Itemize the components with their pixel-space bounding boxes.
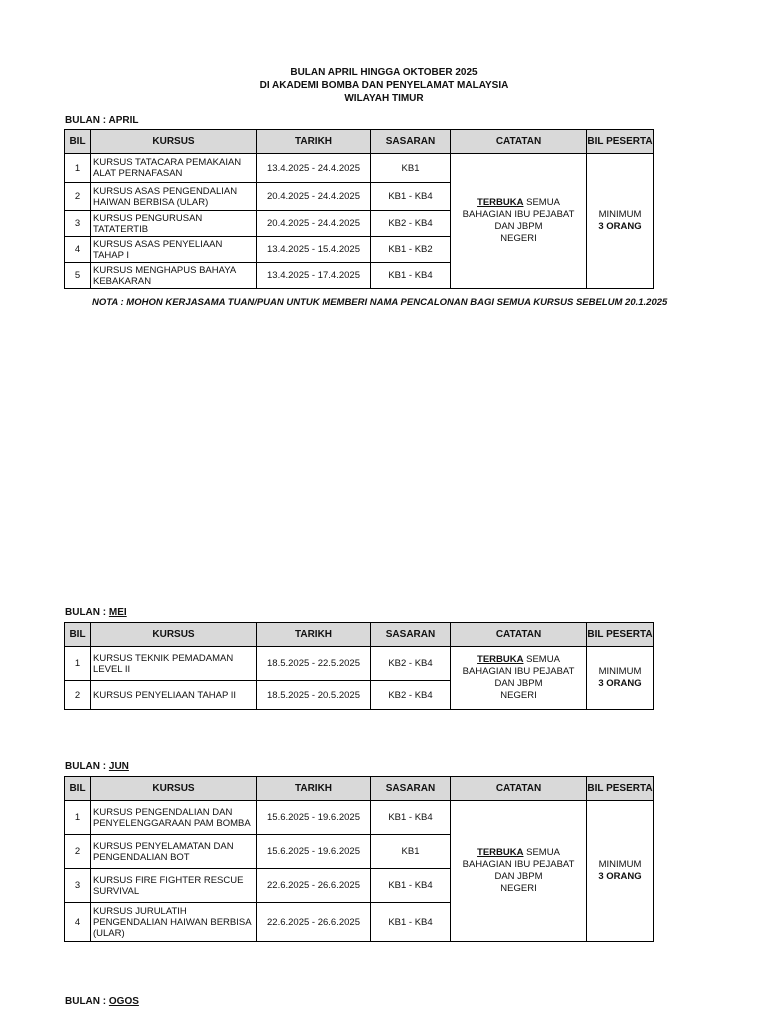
catatan-rest-text: SEMUA (523, 197, 560, 208)
catatan-line-4: NEGERI (500, 233, 537, 244)
cell-bil: 1 (65, 647, 91, 681)
column-header-bil-peserta: BIL PESERTA (587, 623, 654, 647)
catatan-line-4: NEGERI (500, 690, 537, 701)
cell-sasaran: KB2 - KB4 (371, 681, 451, 710)
peserta-line-1: MINIMUM (598, 859, 642, 870)
catatan-line-1 (453, 654, 584, 666)
catatan-line-2: BAHAGIAN IBU PEJABAT (462, 209, 575, 220)
column-header-kursus: KURSUS (91, 623, 257, 647)
peserta-line-1: MINIMUM (598, 209, 642, 220)
cell-kursus: KURSUS TEKNIK PEMADAMAN LEVEL II (91, 647, 257, 681)
cell-tarikh: 15.6.2025 - 19.6.2025 (257, 835, 371, 869)
cell-tarikh: 18.5.2025 - 22.5.2025 (257, 647, 371, 681)
cell-catatan (451, 647, 587, 710)
cell-catatan (451, 154, 587, 289)
header-line-2: DI AKADEMI BOMBA DAN PENYELAMAT MALAYSIA (259, 80, 509, 91)
cell-sasaran: KB2 - KB4 (371, 647, 451, 681)
cell-kursus: KURSUS PENYELAMATAN DAN PENGENDALIAN BOT (91, 835, 257, 869)
cell-sasaran: KB1 - KB4 (371, 869, 451, 903)
catatan-open-text: TERBUKA (477, 197, 524, 208)
column-header-bil: BIL (65, 623, 91, 647)
column-header-catatan: CATATAN (451, 130, 587, 154)
catatan-line-1 (453, 847, 584, 859)
column-header-bil-peserta: BIL PESERTA (587, 777, 654, 801)
peserta-line-1: MINIMUM (598, 666, 642, 677)
catatan-line-4: NEGERI (500, 883, 537, 894)
cell-tarikh: 20.4.2025 - 24.4.2025 (257, 211, 371, 237)
cell-tarikh: 15.6.2025 - 19.6.2025 (257, 801, 371, 835)
peserta-line-2: 3 ORANG (598, 678, 642, 689)
month-name: JUN (108, 761, 129, 772)
column-header-sasaran: SASARAN (371, 777, 451, 801)
month-prefix: BULAN : (65, 996, 109, 1007)
header-line-1: BULAN APRIL HINGGA OKTOBER 2025 (290, 67, 478, 78)
cell-kursus: KURSUS TATACARA PEMAKAIAN ALAT PERNAFASAN (91, 154, 257, 183)
cell-bil: 4 (65, 903, 91, 942)
column-header-sasaran: SASARAN (371, 623, 451, 647)
table-header-row (65, 777, 654, 801)
cell-kursus: KURSUS ASAS PENGENDALIAN HAIWAN BERBISA (ULAR) (91, 183, 257, 211)
month-name: OGOS (108, 996, 139, 1007)
cell-bil: 3 (65, 869, 91, 903)
catatan-rest-text: SEMUA (523, 847, 560, 858)
column-header-bil: BIL (65, 130, 91, 154)
month-label-april (65, 115, 139, 126)
header-line-3: WILAYAH TIMUR (344, 93, 424, 104)
table-row (65, 647, 654, 681)
column-header-sasaran: SASARAN (371, 130, 451, 154)
catatan-line-2: BAHAGIAN IBU PEJABAT (462, 859, 575, 870)
table-header-row (65, 623, 654, 647)
column-header-catatan: CATATAN (451, 623, 587, 647)
cell-bil: 5 (65, 263, 91, 289)
column-header-kursus: KURSUS (91, 130, 257, 154)
column-header-kursus: KURSUS (91, 777, 257, 801)
column-header-tarikh: TARIKH (257, 777, 371, 801)
catatan-line-3: DAN JBPM (494, 221, 543, 232)
cell-kursus: KURSUS ASAS PENYELIAAN TAHAP I (91, 237, 257, 263)
month-label-jun (65, 761, 129, 772)
document-header (0, 66, 768, 105)
catatan-line-3: DAN JBPM (494, 871, 543, 882)
table-row (65, 154, 654, 183)
cell-tarikh: 13.4.2025 - 15.4.2025 (257, 237, 371, 263)
column-header-bil-peserta: BIL PESERTA (587, 130, 654, 154)
cell-kursus: KURSUS JURULATIH PENGENDALIAN HAIWAN BERBISA (ULAR) (91, 903, 257, 942)
cell-sasaran: KB1 (371, 154, 451, 183)
cell-kursus: KURSUS PENGURUSAN TATATERTIB (91, 211, 257, 237)
cell-kursus: KURSUS PENGENDALIAN DAN PENYELENGGARAAN PAM BOMBA (91, 801, 257, 835)
cell-bil: 2 (65, 183, 91, 211)
cell-kursus: KURSUS FIRE FIGHTER RESCUE SURVIVAL (91, 869, 257, 903)
column-header-tarikh: TARIKH (257, 130, 371, 154)
cell-tarikh: 13.4.2025 - 24.4.2025 (257, 154, 371, 183)
cell-bil-peserta (587, 647, 654, 710)
peserta-line-2: 3 ORANG (598, 221, 642, 232)
cell-bil: 3 (65, 211, 91, 237)
month-label-ogos (65, 996, 139, 1007)
cell-tarikh: 18.5.2025 - 20.5.2025 (257, 681, 371, 710)
cell-tarikh: 13.4.2025 - 17.4.2025 (257, 263, 371, 289)
column-header-bil: BIL (65, 777, 91, 801)
cell-sasaran: KB1 - KB2 (371, 237, 451, 263)
cell-catatan (451, 801, 587, 942)
cell-tarikh: 20.4.2025 - 24.4.2025 (257, 183, 371, 211)
cell-sasaran: KB1 - KB4 (371, 263, 451, 289)
schedule-table-mei (64, 622, 654, 710)
column-header-catatan: CATATAN (451, 777, 587, 801)
month-name: MEI (108, 607, 127, 618)
cell-sasaran: KB1 (371, 835, 451, 869)
cell-bil: 2 (65, 681, 91, 710)
cell-bil-peserta (587, 154, 654, 289)
cell-sasaran: KB2 - KB4 (371, 211, 451, 237)
cell-sasaran: KB1 - KB4 (371, 903, 451, 942)
month-prefix: BULAN : (65, 761, 109, 772)
catatan-line-2: BAHAGIAN IBU PEJABAT (462, 666, 575, 677)
cell-bil: 1 (65, 801, 91, 835)
catatan-rest-text: SEMUA (523, 654, 560, 665)
table-header-row (65, 130, 654, 154)
schedule-table-april (64, 129, 654, 289)
cell-sasaran: KB1 - KB4 (371, 183, 451, 211)
month-label-mei (65, 607, 127, 618)
peserta-line-2: 3 ORANG (598, 871, 642, 882)
schedule-table-jun (64, 776, 654, 942)
month-prefix: BULAN : (65, 607, 109, 618)
column-header-tarikh: TARIKH (257, 623, 371, 647)
catatan-line-1 (453, 197, 584, 209)
cell-bil: 1 (65, 154, 91, 183)
cell-bil-peserta (587, 801, 654, 942)
cell-kursus: KURSUS MENGHAPUS BAHAYA KEBAKARAN (91, 263, 257, 289)
month-prefix: BULAN : (65, 115, 109, 126)
cell-bil: 4 (65, 237, 91, 263)
cell-sasaran: KB1 - KB4 (371, 801, 451, 835)
catatan-open-text: TERBUKA (477, 654, 524, 665)
cell-bil: 2 (65, 835, 91, 869)
month-name: APRIL (108, 115, 139, 126)
cell-kursus: KURSUS PENYELIAAN TAHAP II (91, 681, 257, 710)
cell-tarikh: 22.6.2025 - 26.6.2025 (257, 869, 371, 903)
cell-tarikh: 22.6.2025 - 26.6.2025 (257, 903, 371, 942)
nota-text: NOTA : MOHON KERJASAMA TUAN/PUAN UNTUK MEMBERI NAMA PENCALONAN BAGI SEMUA KURSUS SEBELUM 20.1.2025 (92, 297, 668, 308)
catatan-line-3: DAN JBPM (494, 678, 543, 689)
table-row (65, 801, 654, 835)
catatan-open-text: TERBUKA (477, 847, 524, 858)
